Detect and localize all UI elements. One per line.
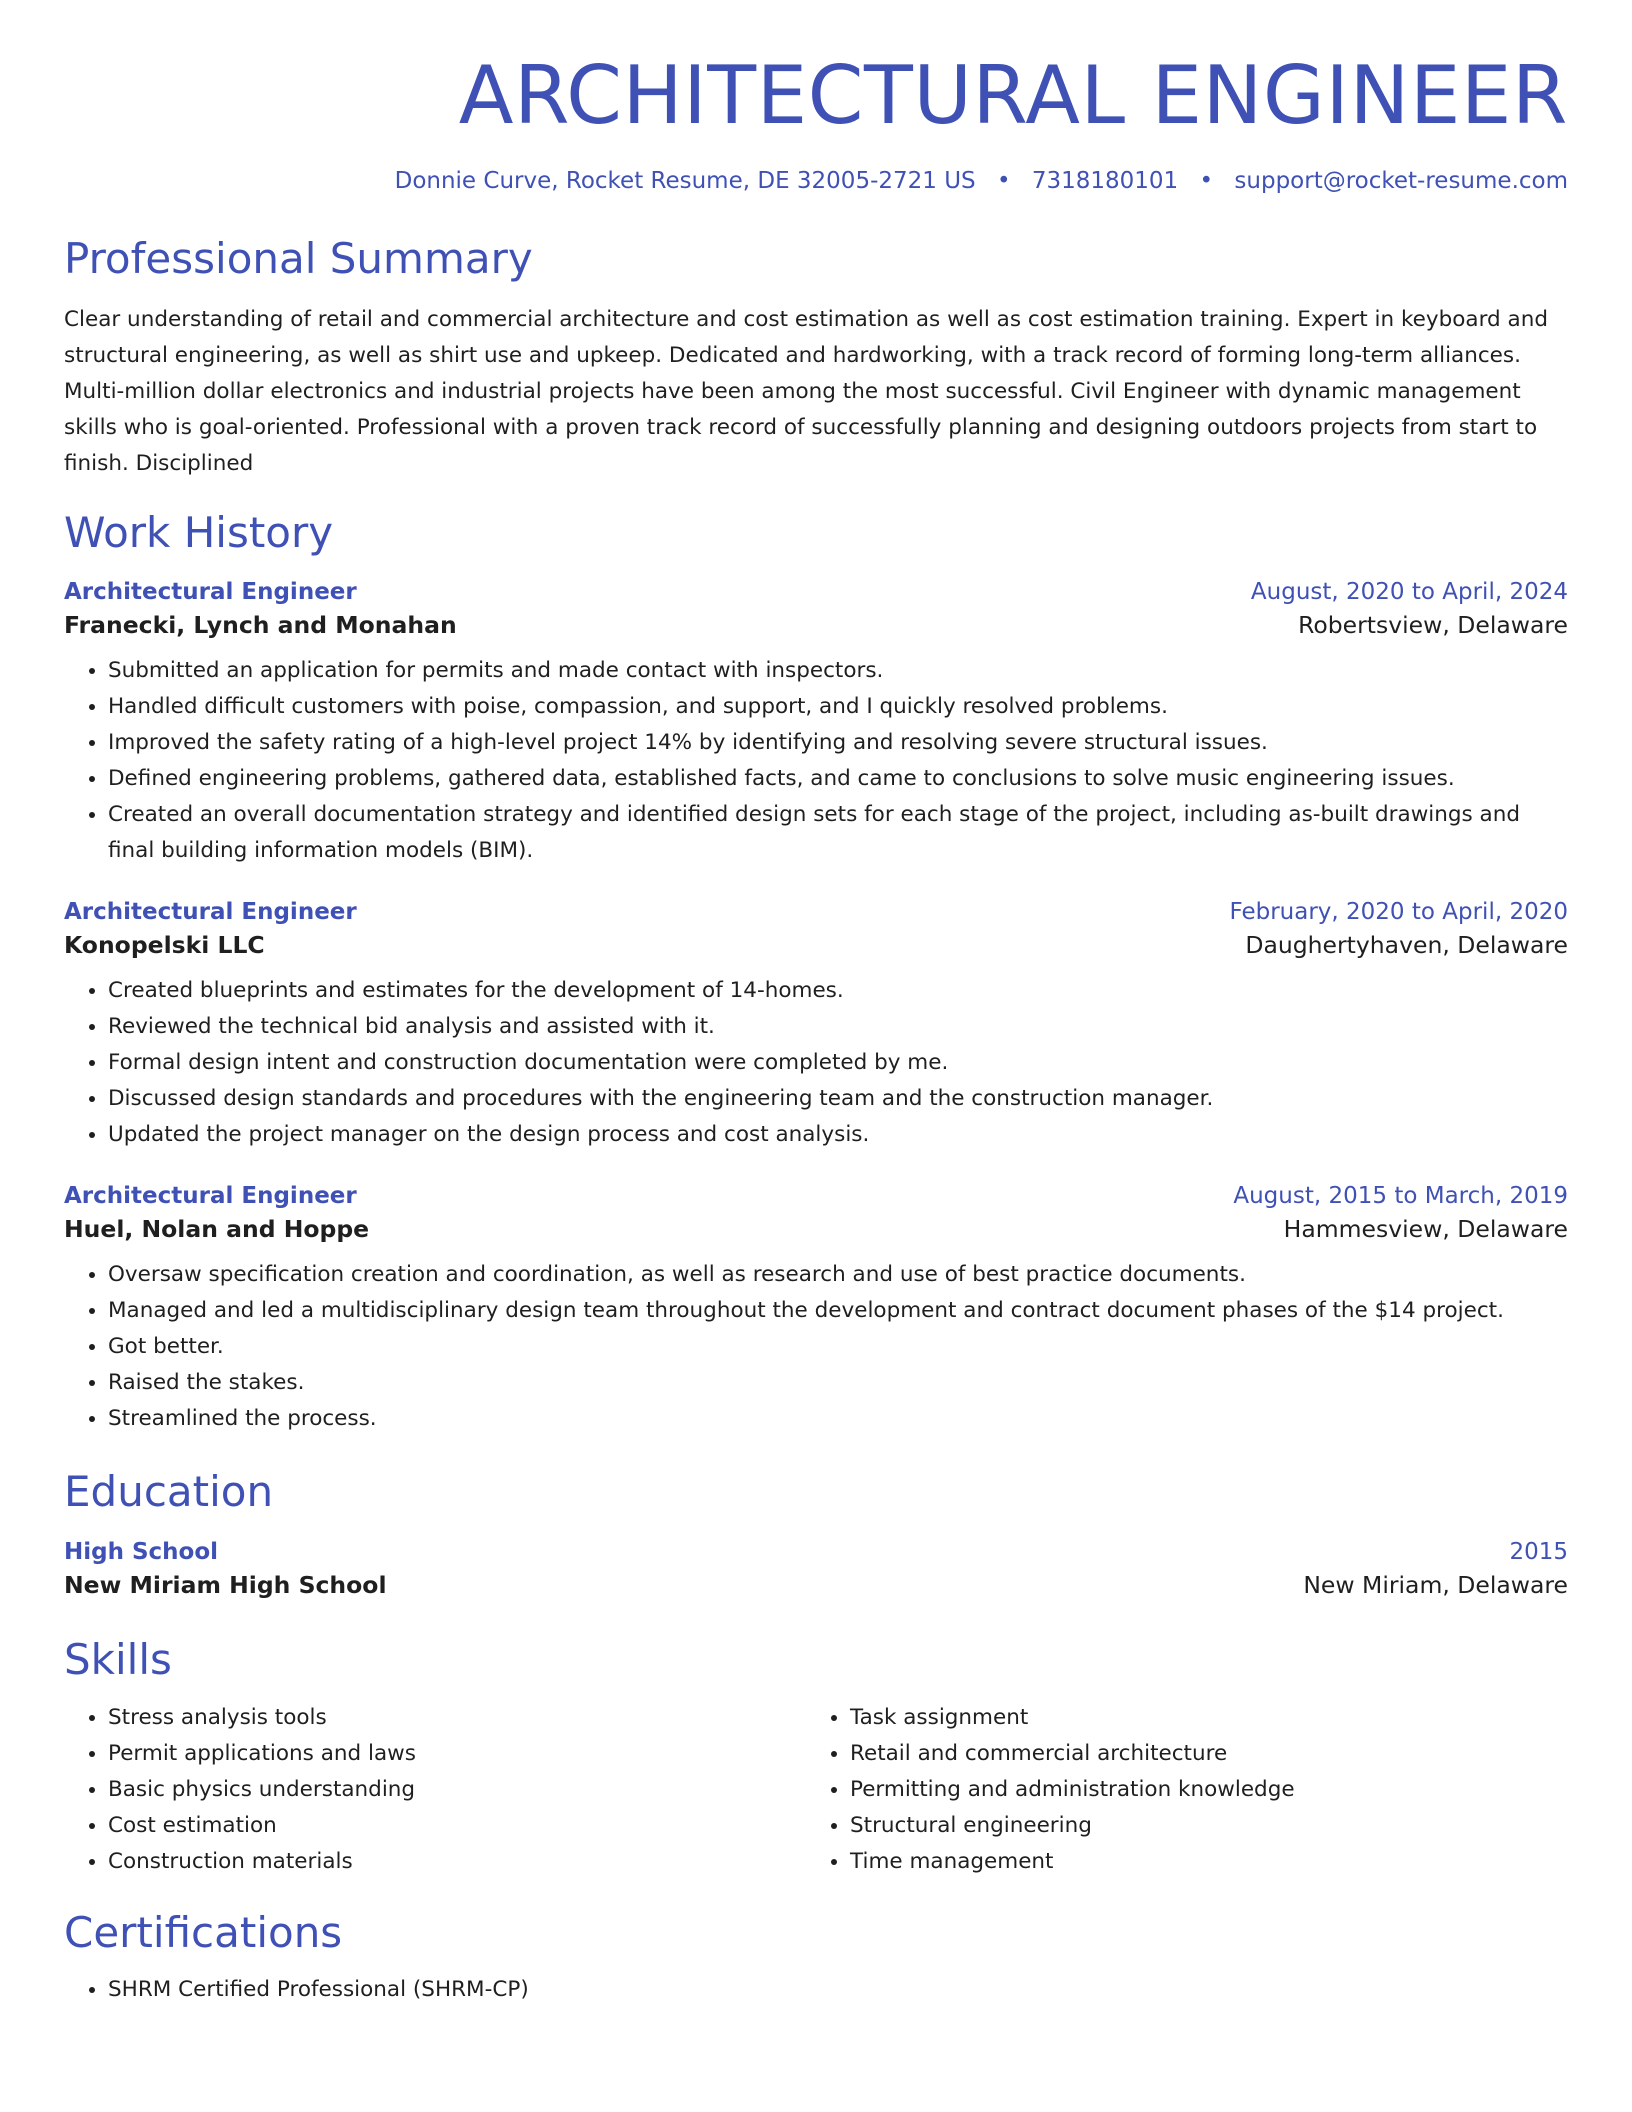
education-degree: High School [64, 1539, 219, 1566]
summary-heading: Professional Summary [64, 234, 533, 283]
job-title: Architectural Engineer [64, 898, 357, 925]
skill-item: • Cost estimation [108, 1808, 806, 1844]
job-location: Hammesview, Delaware [1283, 1214, 1568, 1243]
list-item: • Reviewed the technical bid analysis and assisted with it. [108, 1009, 1568, 1045]
skill-item: • Construction materials [108, 1844, 806, 1880]
education-school: New Miriam High School [64, 1571, 387, 1600]
skills-column-left [64, 1700, 806, 1880]
job-entry [64, 1183, 1568, 1437]
list-item: • Discussed design standards and procedures with the engineering team and the construction manager. [108, 1081, 1568, 1117]
skills-heading: Skills [64, 1635, 172, 1685]
list-item: • Created an overall documentation strategy and identified design sets for each stage of the project, including as-built drawings and final building information models (BIM). [108, 797, 1568, 869]
skill-item: • Stress analysis tools [108, 1700, 806, 1736]
list-item: • Improved the safety rating of a high-level project 14% by identifying and resolving severe structural issues. [108, 725, 1568, 761]
list-item: • Streamlined the process. [108, 1401, 1568, 1437]
contact-email: support@rocket-resume.com [1234, 168, 1568, 194]
job-location: Robertsview, Delaware [1298, 610, 1568, 639]
job-entry [64, 899, 1568, 1153]
job-title: Architectural Engineer [64, 1182, 357, 1209]
job-entry [64, 579, 1568, 869]
list-item: • Handled difficult customers with poise, compassion, and support, and I quickly resolved problems. [108, 689, 1568, 725]
job-title: Architectural Engineer [64, 578, 357, 605]
education-heading: Education [64, 1466, 274, 1516]
skills-column-right [806, 1700, 1548, 1880]
skill-item: • Time management [850, 1844, 1548, 1880]
certifications-heading: Certifications [64, 1907, 343, 1957]
list-item: • Oversaw specification creation and coordination, as well as research and use of best practice documents. [108, 1257, 1568, 1293]
certification-item: • SHRM Certified Professional (SHRM-CP) [108, 1972, 1568, 2008]
job-company: Franecki, Lynch and Monahan [64, 610, 457, 639]
job-company: Huel, Nolan and Hoppe [64, 1214, 370, 1243]
job-bullets [64, 973, 1568, 1153]
skill-item: • Permit applications and laws [108, 1736, 806, 1772]
skill-item: • Basic physics understanding [108, 1772, 806, 1808]
skill-item: • Task assignment [850, 1700, 1548, 1736]
job-dates: August, 2020 to April, 2024 [1250, 578, 1568, 605]
skill-item: • Retail and commercial architecture [850, 1736, 1548, 1772]
certifications-list [64, 1972, 1568, 2008]
list-item: • Submitted an application for permits and made contact with inspectors. [108, 653, 1568, 689]
job-dates: August, 2015 to March, 2019 [1233, 1182, 1568, 1209]
job-bullets [64, 653, 1568, 869]
education-entry [64, 1539, 1568, 1599]
education-location: New Miriam, Delaware [1303, 1571, 1568, 1600]
contact-phone: 7318180101 [1031, 168, 1179, 194]
resume-header [64, 0, 1568, 194]
job-dates: February, 2020 to April, 2020 [1229, 898, 1568, 925]
list-item: • Created blueprints and estimates for the development of 14-homes. [108, 973, 1568, 1009]
contact-separator: • [996, 168, 1011, 194]
resume-title: ARCHITECTURAL ENGINEER [458, 49, 1568, 142]
skill-item: • Structural engineering [850, 1808, 1548, 1844]
skills-list [64, 1700, 1568, 1880]
list-item: • Formal design intent and construction documentation were completed by me. [108, 1045, 1568, 1081]
list-item: • Got better. [108, 1329, 1568, 1365]
list-item: • Raised the stakes. [108, 1365, 1568, 1401]
job-location: Daughertyhaven, Delaware [1245, 930, 1568, 959]
list-item: • Defined engineering problems, gathered data, established facts, and came to conclusions to solve music engineering issues. [108, 761, 1568, 797]
list-item: • Updated the project manager on the design process and cost analysis. [108, 1117, 1568, 1153]
contact-address: Donnie Curve, Rocket Resume, DE 32005-2721 US [394, 168, 976, 194]
skill-item: • Permitting and administration knowledge [850, 1772, 1548, 1808]
list-item: • Managed and led a multidisciplinary design team throughout the development and contract document phases of the $14 project. [108, 1293, 1568, 1329]
job-company: Konopelski LLC [64, 930, 265, 959]
education-year: 2015 [1509, 1539, 1568, 1566]
contact-line [64, 168, 1568, 194]
job-bullets [64, 1257, 1568, 1437]
contact-separator: • [1199, 168, 1214, 194]
summary-text: Clear understanding of retail and commercial architecture and cost estimation as well as cost estimation training. Expert in keyboard and structural engineering, as well as shirt use and upkeep. Dedicated and hardworking, with a track record of forming long-term alliances. Multi-million dollar electronics and industrial projects have been among the most successful. Civil Engineer with dynamic management skills who is goal-oriented. Professional with a proven track record of successfully planning and designing outdoors projects from start to finish. Disciplined [64, 307, 1548, 477]
work-history-heading: Work History [64, 508, 334, 558]
